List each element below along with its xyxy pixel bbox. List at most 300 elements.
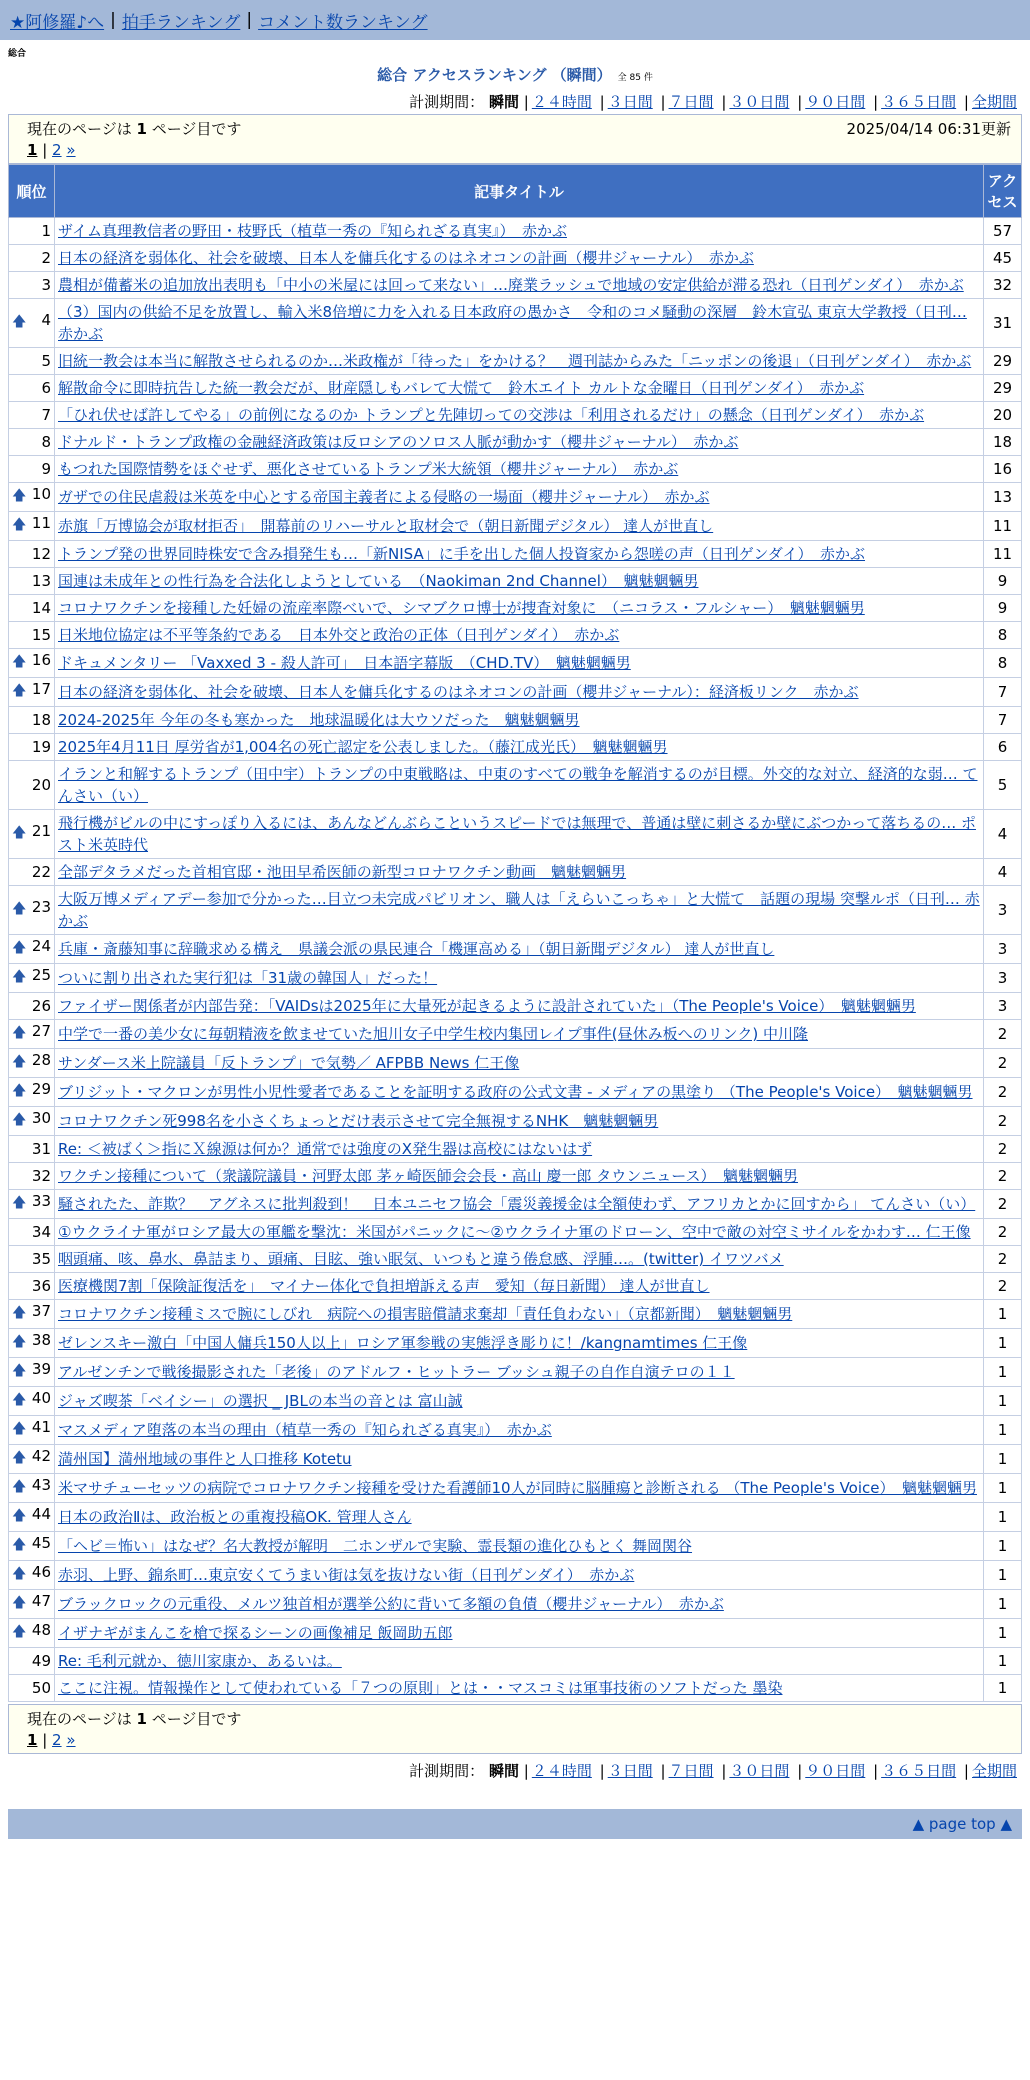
rank-cell — [9, 1590, 55, 1619]
article-link[interactable]: 日本の経済を弱体化、社会を破壊、日本人を傭兵化するのはネオコンの計画（櫻井ジャーナル）：経済板リンク 赤かぶ — [58, 683, 859, 701]
access-count: 2 — [984, 1163, 1022, 1190]
table-row — [9, 1416, 1022, 1445]
access-count: 3 — [984, 964, 1022, 993]
article-link[interactable]: ここに注視。情報操作として使われている「７つの原則」とは・・マスコミは軍事技術のソフトだった 墨染 — [58, 1679, 783, 1697]
article-link[interactable]: 医療機関7割「保険証復活を」 マイナー体化で負担増訴える声 愛知（毎日新聞） 達人が世直し — [58, 1277, 710, 1295]
rank-up-icon: 🡅 — [12, 901, 27, 917]
rank-cell — [9, 859, 55, 886]
rank-up-icon: 🡅 — [12, 1450, 27, 1466]
page-title: 総合 アクセスランキング （瞬間） — [377, 66, 612, 84]
rank-up-icon: 🡅 — [12, 488, 27, 504]
rank-cell — [9, 1300, 55, 1329]
table-row — [9, 1136, 1022, 1163]
table-row — [9, 622, 1022, 649]
rank-up-icon: 🡅 — [12, 683, 27, 699]
total-count: 全 85 件 — [617, 73, 653, 83]
pager-page-2[interactable]: 2 — [52, 141, 62, 159]
access-count: 8 — [984, 622, 1022, 649]
rank-cell — [9, 1246, 55, 1273]
access-count: 3 — [984, 935, 1022, 964]
access-count: 2 — [984, 1273, 1022, 1300]
article-link[interactable]: イランと和解するトランプ（田中宇）トランプの中東戦略は、中東のすべての戦争を解消するのが目標。外交的な対立、経済的な弱… てんさい（い） — [58, 765, 978, 805]
article-link[interactable]: ブラックロックの元重役、メルツ独首相が選挙公約に背いて多額の負債（櫻井ジャーナル） 赤かぶ — [58, 1595, 724, 1613]
rank-cell — [9, 1387, 55, 1416]
pager-bottom: 1 | 2 » — [27, 1731, 76, 1749]
article-link[interactable]: もつれた国際情勢をほぐせず、悪化させているトランプ米大統領（櫻井ジャーナル） 赤かぶ — [58, 460, 679, 478]
rank-cell — [9, 1445, 55, 1474]
rank-cell — [9, 1532, 55, 1561]
article-link[interactable]: 旧統一教会は本当に解散させられるのか…米政権が「待った」をかける？ 週刊誌からみた「ニッポンの後退」（日刊ゲンダイ） 赤かぶ — [58, 352, 972, 370]
access-count: 4 — [984, 859, 1022, 886]
page-title-row — [0, 64, 1030, 85]
access-count: 4 — [984, 810, 1022, 859]
period-link-7d[interactable]: ７日間 — [668, 1762, 714, 1780]
period-link-7d[interactable]: ７日間 — [668, 93, 714, 111]
table-row — [9, 1358, 1022, 1387]
article-link[interactable]: ワクチン接種について（衆議院議員・河野太郎 茅ヶ崎医師会会長・高山 慶一郎 タウンニュース） 魑魅魍魎男 — [58, 1167, 799, 1185]
rank-number: 15 — [31, 626, 51, 644]
access-count: 1 — [984, 1648, 1022, 1675]
period-link-90d[interactable]: ９０日間 — [805, 93, 866, 111]
rank-up-icon: 🡅 — [12, 1421, 27, 1437]
rank-cell — [9, 245, 55, 272]
table-row — [9, 761, 1022, 810]
access-count: 7 — [984, 678, 1022, 707]
title-cell — [55, 993, 984, 1020]
rank-up-icon: 🡅 — [12, 517, 27, 533]
access-count: 3 — [984, 886, 1022, 935]
rank-number: 30 — [31, 1109, 51, 1127]
rank-cell — [9, 568, 55, 595]
period-link-30d[interactable]: ３０日間 — [729, 1762, 790, 1780]
title-cell — [55, 1445, 984, 1474]
title-cell — [55, 1107, 984, 1136]
pager-next[interactable]: » — [66, 1731, 76, 1749]
title-cell — [55, 1273, 984, 1300]
rank-number: 27 — [31, 1022, 51, 1040]
access-count: 18 — [984, 429, 1022, 456]
title-cell — [55, 1561, 984, 1590]
rank-cell — [9, 429, 55, 456]
title-cell — [55, 1136, 984, 1163]
title-cell — [55, 935, 984, 964]
rank-cell — [9, 541, 55, 568]
title-cell — [55, 810, 984, 859]
article-link[interactable]: 解散命令に即時抗告した統一教会だが、財産隠しもバレて大慌て 鈴木エイト カルトな金曜日（日刊ゲンダイ） 赤かぶ — [58, 379, 865, 397]
article-link[interactable]: コロナワクチン接種ミスで腕にしびれ 病院への損害賠償請求棄却「責任負わない」（京都新聞） 魑魅魍魎男 — [58, 1305, 793, 1323]
article-link[interactable]: 農相が備蓄米の追加放出表明も「中小の米屋には回って来ない」…廃業ラッシュで地域の安定供給が滞る恐れ（日刊ゲンダイ） 赤かぶ — [58, 276, 964, 294]
rank-up-icon: 🡅 — [12, 1566, 27, 1582]
table-row — [9, 1561, 1022, 1590]
title-cell — [55, 734, 984, 761]
rank-cell — [9, 1049, 55, 1078]
title-cell — [55, 1619, 984, 1648]
title-cell — [55, 859, 984, 886]
access-count: 16 — [984, 456, 1022, 483]
title-cell — [55, 402, 984, 429]
access-count: 1 — [984, 1619, 1022, 1648]
rank-cell — [9, 1107, 55, 1136]
title-cell — [55, 456, 984, 483]
table-row — [9, 568, 1022, 595]
home-link[interactable]: ★阿修羅♪へ — [10, 12, 105, 33]
article-link[interactable]: ファイザー関係者が内部告発：「VAIDsは2025年に大量死が起きるように設計されていた」（The People's Voice） 魑魅魍魎男 — [58, 997, 916, 1015]
title-cell — [55, 595, 984, 622]
title-cell — [55, 707, 984, 734]
section-label: 総合 — [8, 49, 27, 59]
rank-number: 50 — [31, 1679, 51, 1697]
access-count: 11 — [984, 512, 1022, 541]
article-link[interactable]: Re: ＜被ばく＞指にＸ線源は何か？通常では強度のX発生器は高校にはないはず — [58, 1140, 593, 1158]
access-count: 1 — [984, 1416, 1022, 1445]
access-count: 20 — [984, 402, 1022, 429]
article-link[interactable]: ブリジット・マクロンが男性小児性愛者であることを証明する政府の公式文書 - メディアの黒塗り （The People's Voice） 魑魅魍魎男 — [58, 1083, 973, 1101]
article-link[interactable]: ゼレンスキー激白「中国人傭兵150人以上」ロシア軍参戦の実態浮き彫りに！/kangnamtimes 仁王像 — [58, 1334, 748, 1352]
article-link[interactable]: 2025年4月11日 厚労省が1,004名の死亡認定を公表しました。（藤江成光氏） 魑魅魍魎男 — [58, 738, 668, 756]
title-cell — [55, 1078, 984, 1107]
access-count: 7 — [984, 707, 1022, 734]
access-count: 2 — [984, 1078, 1022, 1107]
rank-cell — [9, 595, 55, 622]
access-count: 2 — [984, 1020, 1022, 1049]
rank-cell — [9, 810, 55, 859]
rank-cell — [9, 734, 55, 761]
table-row — [9, 272, 1022, 299]
title-cell — [55, 1190, 984, 1219]
rank-up-icon: 🡅 — [12, 1508, 27, 1524]
page-top-link[interactable]: ▲ page top ▲ — [912, 1815, 1012, 1833]
rank-cell — [9, 1619, 55, 1648]
rank-number: 8 — [41, 433, 51, 451]
article-link[interactable]: 咽頭痛、咳、鼻水、鼻詰まり、頭痛、目眩、強い眠気、いつもと違う倦怠感、浮腫…。(twitter) イワツバメ — [58, 1250, 784, 1268]
access-count: 31 — [984, 299, 1022, 348]
article-link[interactable]: 日本の政治Ⅱは、政治板との重複投稿OK. 管理人さん — [58, 1508, 412, 1526]
title-cell — [55, 1503, 984, 1532]
period-link-90d[interactable]: ９０日間 — [805, 1762, 866, 1780]
rank-number: 34 — [31, 1223, 51, 1241]
article-link[interactable]: マスメディア堕落の本当の理由（植草一秀の『知られざる真実』） 赤かぶ — [58, 1421, 552, 1439]
table-row — [9, 678, 1022, 707]
access-count: 9 — [984, 595, 1022, 622]
article-link[interactable]: 「ひれ伏せば許してやる」の前例になるのか トランプと先陣切っての交渉は「利用されるだけ」の懸念（日刊ゲンダイ） 赤かぶ — [58, 406, 925, 424]
title-cell — [55, 761, 984, 810]
article-link[interactable]: トランプ発の世界同時株安で含み損発生も…「新NISA」に手を出した個人投資家から怨嗟の声（日刊ゲンダイ） 赤かぶ — [58, 545, 866, 563]
period-current: 瞬間 — [488, 1762, 519, 1780]
rank-up-icon: 🡅 — [12, 940, 27, 956]
rank-number: 45 — [31, 1534, 51, 1552]
table-row — [9, 1675, 1022, 1702]
article-link[interactable]: サンダース米上院議員「反トランプ」で気勢／ AFPBB News 仁王像 — [58, 1054, 520, 1072]
period-link-365d[interactable]: ３６５日間 — [881, 1762, 957, 1780]
title-cell — [55, 348, 984, 375]
table-row — [9, 1163, 1022, 1190]
applause-ranking-link[interactable]: 拍手ランキング — [121, 12, 241, 33]
article-link[interactable]: イザナギがまんこを槍で探るシーンの画像補足 飯岡助五郎 — [58, 1624, 453, 1642]
rank-number: 31 — [31, 1140, 51, 1158]
rank-up-icon: 🡅 — [12, 1054, 27, 1070]
article-link[interactable]: 全部デタラメだった首相官邸・池田早希医師の新型コロナワクチン動画 魑魅魍魎男 — [58, 863, 627, 881]
table-row — [9, 1049, 1022, 1078]
title-cell — [55, 964, 984, 993]
access-count: 1 — [984, 1503, 1022, 1532]
access-count: 2 — [984, 1219, 1022, 1246]
article-link[interactable]: ドキュメンタリー 「Vaxxed 3 - 殺人許可」 日本語字幕版 （CHD.TV） 魑魅魍魎男 — [58, 654, 631, 672]
article-link[interactable]: 満州国】満州地域の事件と人口推移 Kotetu — [58, 1450, 352, 1468]
title-cell — [55, 1219, 984, 1246]
access-count: 2 — [984, 1246, 1022, 1273]
article-link[interactable]: アルゼンチンで戦後撮影された「老後」のアドルフ・ヒットラー ブッシュ親子の自作自演テロの１１ — [58, 1363, 735, 1381]
rank-number: 16 — [31, 651, 51, 669]
table-row — [9, 1190, 1022, 1219]
table-row — [9, 707, 1022, 734]
access-count: 9 — [984, 568, 1022, 595]
period-link-all[interactable]: 全期間 — [971, 1762, 1017, 1780]
table-row — [9, 456, 1022, 483]
header-title: 記事タイトル — [55, 165, 984, 218]
table-row — [9, 1619, 1022, 1648]
article-link[interactable]: 兵庫・斎藤知事に辞職求める構え 県議会派の県民連合「機運高める」（朝日新聞デジタル） 達人が世直し — [58, 940, 775, 958]
article-link[interactable]: 日米地位協定は不平等条約である 日本外交と政治の正体（日刊ゲンダイ） 赤かぶ — [58, 626, 620, 644]
article-link[interactable]: 大阪万博メディアデー参加で分かった…目立つ未完成パビリオン、職人は「えらいこっちゃ」と大慌て 話題の現場 突撃ルポ（日刊… 赤かぶ — [58, 890, 980, 930]
rank-up-icon: 🡅 — [12, 1624, 27, 1640]
period-current: 瞬間 — [488, 93, 519, 111]
header-rank: 順位 — [9, 165, 55, 218]
page-status: 現在のページは 1 ページ目です — [27, 1710, 242, 1728]
article-link[interactable]: 飛行機がビルの中にすっぽり入るには、あんなどんぶらこというスピードでは無理で、普通は壁に刺さるか壁にぶつかって落ちるの… ポスト米英時代 — [58, 814, 976, 854]
article-link[interactable]: ドナルド・トランプ政権の金融経済政策は反ロシアのソロス人脈が動かす（櫻井ジャーナル） 赤かぶ — [58, 433, 739, 451]
rank-cell — [9, 1020, 55, 1049]
rank-cell — [9, 1474, 55, 1503]
rank-number: 23 — [31, 898, 51, 916]
rank-cell — [9, 375, 55, 402]
rank-number: 44 — [31, 1505, 51, 1523]
title-cell — [55, 1532, 984, 1561]
top-nav-bar: ★阿修羅♪へ | 拍手ランキング | コメント数ランキング — [0, 0, 1030, 40]
rank-up-icon: 🡅 — [12, 1537, 27, 1553]
table-row — [9, 935, 1022, 964]
rank-number: 3 — [41, 276, 51, 294]
table-row — [9, 299, 1022, 348]
title-cell — [55, 568, 984, 595]
article-link[interactable]: 「ヘビ＝怖い」はなぜ？名大教授が解明 二ホンザルで実験、霊長類の進化ひもとく 舞岡関谷 — [58, 1537, 693, 1555]
rank-number: 48 — [31, 1621, 51, 1639]
table-row — [9, 1020, 1022, 1049]
title-cell — [55, 1049, 984, 1078]
article-link[interactable]: 中学で一番の美少女に毎朝精液を飲ませていた旭川女子中学生校内集団レイプ事件(昼休み板へのリンク) 中川隆 — [58, 1025, 808, 1043]
header-access: アクセス — [984, 165, 1022, 218]
period-link-3d[interactable]: ３日間 — [607, 1762, 653, 1780]
rank-number: 7 — [41, 406, 51, 424]
period-label: 計測期間： — [409, 1762, 485, 1780]
title-cell — [55, 245, 984, 272]
title-cell — [55, 678, 984, 707]
access-count: 1 — [984, 1329, 1022, 1358]
article-link[interactable]: ついに割り出された実行犯は「31歳の韓国人」だった！ — [58, 969, 438, 987]
comment-ranking-link[interactable]: コメント数ランキング — [258, 12, 428, 33]
table-row — [9, 1300, 1022, 1329]
table-row — [9, 859, 1022, 886]
updated-timestamp: 2025/04/14 06:31更新 — [846, 120, 1011, 138]
period-label: 計測期間： — [409, 93, 485, 111]
article-link[interactable]: ガザでの住民虐殺は米英を中心とする帝国主義者による侵略の一場面（櫻井ジャーナル） 赤かぶ — [58, 488, 710, 506]
pager-current: 1 — [27, 141, 38, 159]
title-cell — [55, 1416, 984, 1445]
rank-number: 1 — [41, 222, 51, 240]
article-link[interactable]: コロナワクチンを接種した妊婦の流産率際べいで、シマブクロ博士が捜査対象に （ニコラス・フルシャー） 魑魅魍魎男 — [58, 599, 865, 617]
rank-number: 19 — [31, 738, 51, 756]
title-cell — [55, 1648, 984, 1675]
table-row — [9, 1219, 1022, 1246]
access-count: 32 — [984, 272, 1022, 299]
rank-number: 24 — [31, 937, 51, 955]
rank-number: 6 — [41, 379, 51, 397]
article-link[interactable]: （3）国内の供給不足を放置し、輸入米8倍増に力を入れる日本政府の愚かさ 令和のコメ騒動の深層 鈴木宣弘 東京大学教授（日刊… 赤かぶ — [58, 303, 967, 343]
rank-cell — [9, 512, 55, 541]
rank-cell — [9, 886, 55, 935]
article-link[interactable]: 国連は未成年との性行為を合法化しようとしている （Naokiman 2nd Channel） 魑魅魍魎男 — [58, 572, 699, 590]
article-link[interactable]: 騒されたた、詐欺？ アグネスに批判殺到！ 日本ユニセフ協会「震災義援金は全額使わず、アフリカとかに回すから」 てんさい（い） — [58, 1195, 976, 1213]
rank-number: 36 — [31, 1277, 51, 1295]
table-row — [9, 1387, 1022, 1416]
rank-cell — [9, 707, 55, 734]
access-count: 45 — [984, 245, 1022, 272]
title-cell — [55, 429, 984, 456]
period-link-365d[interactable]: ３６５日間 — [881, 93, 957, 111]
rank-number: 42 — [31, 1447, 51, 1465]
rank-number: 32 — [31, 1167, 51, 1185]
period-link-all[interactable]: 全期間 — [971, 93, 1017, 111]
table-row — [9, 810, 1022, 859]
article-link[interactable]: 赤旗「万博協会が取材拒否」 開幕前のリハーサルと取材会で（朝日新聞デジタル） 達人が世直し — [58, 517, 714, 535]
rank-up-icon: 🡅 — [12, 1025, 27, 1041]
title-cell — [55, 541, 984, 568]
rank-cell — [9, 1358, 55, 1387]
table-row — [9, 649, 1022, 678]
rank-up-icon: 🡅 — [12, 314, 27, 330]
article-link[interactable]: ザイム真理教信者の野田・枝野氏（植草一秀の『知られざる真実』） 赤かぶ — [58, 222, 567, 240]
article-link[interactable]: 2024-2025年 今年の冬も寒かった 地球温暖化は大ウソだった 魑魅魍魎男 — [58, 711, 580, 729]
rank-number: 13 — [31, 572, 51, 590]
title-cell — [55, 1387, 984, 1416]
period-selector-top: 計測期間： 瞬間 | ２４時間 | ３日間 | ７日間 | ３０日間 | ９０日間 | ３６５日間 | 全期間 — [409, 93, 1017, 111]
rank-number: 40 — [31, 1389, 51, 1407]
title-cell — [55, 886, 984, 935]
title-cell — [55, 1358, 984, 1387]
title-cell — [55, 622, 984, 649]
rank-number: 20 — [31, 776, 51, 794]
rank-cell — [9, 964, 55, 993]
period-link-3d[interactable]: ３日間 — [607, 93, 653, 111]
rank-up-icon: 🡅 — [12, 1305, 27, 1321]
table-row — [9, 1648, 1022, 1675]
rank-up-icon: 🡅 — [12, 969, 27, 985]
article-link[interactable]: ①ウクライナ軍がロシア最大の軍艦を撃沈：米国がパニックに～②ウクライナ軍のドローン、空中で敵の対空ミサイルをかわす… 仁王像 — [58, 1223, 971, 1241]
rank-up-icon: 🡅 — [12, 1479, 27, 1495]
rank-cell — [9, 622, 55, 649]
article-link[interactable]: Re: 毛利元就か、徳川家康か、あるいは。 — [58, 1652, 342, 1670]
title-cell — [55, 1163, 984, 1190]
table-row — [9, 1532, 1022, 1561]
access-count: 3 — [984, 993, 1022, 1020]
page-status-box-top — [8, 114, 1022, 164]
rank-up-icon: 🡅 — [12, 1334, 27, 1350]
page-status: 現在のページは 1 ページ目です — [27, 120, 242, 138]
article-link[interactable]: 日本の経済を弱体化、社会を破壊、日本人を傭兵化するのはネオコンの計画（櫻井ジャーナル） 赤かぶ — [58, 249, 754, 267]
table-row — [9, 541, 1022, 568]
title-cell — [55, 1590, 984, 1619]
rank-cell — [9, 1078, 55, 1107]
article-link[interactable]: ジャズ喫茶「ベイシー」の選択 _ JBLの本当の音とは 富山誠 — [58, 1392, 463, 1410]
rank-cell — [9, 1136, 55, 1163]
rank-cell — [9, 299, 55, 348]
table-row — [9, 1273, 1022, 1300]
title-cell — [55, 1675, 984, 1702]
period-link-24h[interactable]: ２４時間 — [531, 1762, 592, 1780]
rank-cell — [9, 483, 55, 512]
access-count: 1 — [984, 1358, 1022, 1387]
title-cell — [55, 375, 984, 402]
table-row — [9, 886, 1022, 935]
table-row — [9, 218, 1022, 245]
rank-up-icon: 🡅 — [12, 654, 27, 670]
table-row — [9, 375, 1022, 402]
rank-cell — [9, 1503, 55, 1532]
rank-number: 14 — [31, 599, 51, 617]
pager-current: 1 — [27, 1731, 38, 1749]
rank-number: 41 — [31, 1418, 51, 1436]
rank-up-icon: 🡅 — [12, 1392, 27, 1408]
access-count: 29 — [984, 348, 1022, 375]
title-cell — [55, 483, 984, 512]
rank-cell — [9, 1561, 55, 1590]
rank-number: 11 — [31, 514, 51, 532]
table-row — [9, 993, 1022, 1020]
page-status-box-bottom — [8, 1704, 1022, 1754]
article-link[interactable]: コロナワクチン死998名を小さくちょっとだけ表示させて完全無視するNHK 魑魅魍魎男 — [58, 1112, 659, 1130]
access-count: 1 — [984, 1474, 1022, 1503]
rank-cell — [9, 402, 55, 429]
rank-up-icon: 🡅 — [12, 825, 27, 841]
article-link[interactable]: 赤羽、上野、錦糸町…東京安くてうまい街は気を抜けない街（日刊ゲンダイ） 赤かぶ — [58, 1566, 635, 1584]
rank-cell — [9, 993, 55, 1020]
rank-up-icon: 🡅 — [12, 1595, 27, 1611]
title-cell — [55, 272, 984, 299]
pager-page-2[interactable]: 2 — [52, 1731, 62, 1749]
title-cell — [55, 1020, 984, 1049]
rank-cell — [9, 218, 55, 245]
table-row — [9, 402, 1022, 429]
table-row — [9, 1474, 1022, 1503]
rank-cell — [9, 1190, 55, 1219]
title-cell — [55, 512, 984, 541]
rank-cell — [9, 935, 55, 964]
table-row — [9, 734, 1022, 761]
rank-number: 43 — [31, 1476, 51, 1494]
period-link-30d[interactable]: ３０日間 — [729, 93, 790, 111]
pager-next[interactable]: » — [66, 141, 76, 159]
title-cell — [55, 1474, 984, 1503]
access-count: 1 — [984, 1445, 1022, 1474]
rank-number: 47 — [31, 1592, 51, 1610]
rank-number: 37 — [31, 1302, 51, 1320]
title-cell — [55, 649, 984, 678]
period-link-24h[interactable]: ２４時間 — [531, 93, 592, 111]
table-row — [9, 1445, 1022, 1474]
rank-number: 17 — [31, 680, 51, 698]
ranking-table — [8, 164, 1022, 1702]
article-link[interactable]: 米マサチューセッツの病院でコロナワクチン接種を受けた看護師10人が同時に脳腫瘍と診断される （The People's Voice） 魑魅魍魎男 — [58, 1479, 977, 1497]
rank-cell — [9, 761, 55, 810]
